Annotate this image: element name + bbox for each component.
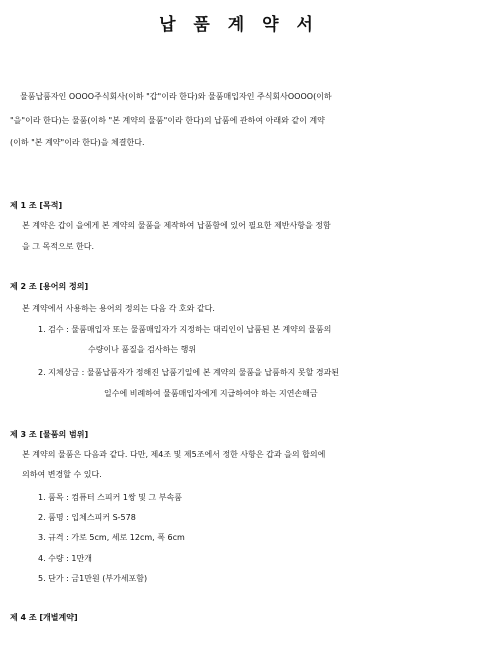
intro-line-1: 물품납품자인 OOOO주식회사(이하 "갑"이라 한다)와 물품매입자인 주식회사OOOO(이하: [20, 92, 332, 101]
article-1-line-2: 을 그 목적으로 한다.: [22, 242, 94, 251]
article-2-item-1: 1. 검수 : 물품매입자 또는 물품매입자가 지정하는 대리인이 납품된 본 계약의 물품의: [38, 325, 332, 334]
article-3-item-2: 2. 품명 : 입체스피커 S-578: [38, 513, 136, 522]
article-3-line-1: 본 계약의 물품은 다음과 같다. 다만, 제4조 및 제5조에서 정한 사항은 갑과 을의 합의에: [22, 450, 326, 459]
article-3-item-1: 1. 품목 : 컴퓨터 스피커 1쌍 및 그 부속품: [38, 493, 182, 502]
article-3-line-2: 의하여 변경할 수 있다.: [22, 470, 102, 479]
article-2-item-2: 2. 지체상금 : 물품납품자가 정해진 납품기일에 본 계약의 물품을 납품하지 못할 경과된: [38, 368, 340, 377]
article-4-heading: 제 4 조 [개별계약]: [10, 613, 78, 622]
article-3-item-4: 4. 수량 : 1만개: [38, 554, 92, 563]
article-3-item-3: 3. 규격 : 가로 5cm, 세로 12cm, 폭 6cm: [38, 533, 185, 542]
intro-line-3: (이하 "본 계약"이라 한다)을 체결한다.: [10, 138, 145, 147]
article-1-line-1: 본 계약은 갑이 을에게 본 계약의 물품을 제작하여 납품함에 있어 필요한 제반사항을 정함: [22, 221, 331, 230]
document-title: 납 품 계 약 서: [159, 15, 319, 35]
article-2-item-1-cont: 수량이나 품질을 검사하는 행위: [88, 345, 197, 354]
article-2-heading: 제 2 조 [용어의 정의]: [10, 282, 89, 291]
article-2-item-2-cont: 일수에 비례하여 물품매입자에게 지급하여야 하는 지연손해금: [104, 389, 318, 398]
article-1-heading: 제 1 조 [목적]: [10, 201, 63, 210]
intro-line-2: "을"이라 한다)는 물품(이하 "본 계약의 물품"이라 한다)의 납품에 관하여 아래와 같이 계약: [10, 116, 325, 125]
article-2-line-1: 본 계약에서 사용하는 용어의 정의는 다음 각 호와 같다.: [22, 304, 215, 313]
article-3-heading: 제 3 조 [물품의 범위]: [10, 430, 89, 439]
article-3-item-5: 5. 단가 : 금1만원 (부가세포함): [38, 574, 148, 583]
